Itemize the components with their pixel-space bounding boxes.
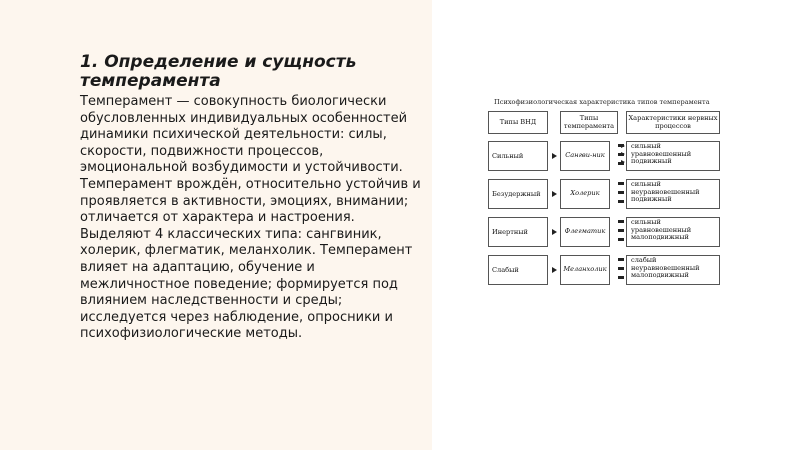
trait-item: уравновешенный <box>631 149 692 158</box>
row2-arrow-icon <box>552 191 557 197</box>
row2-temperament: Холерик <box>560 179 610 209</box>
pointer-icon <box>621 160 625 164</box>
trait-item: малоподвижный <box>631 271 689 280</box>
trait-item: неуравновешенный <box>631 263 700 272</box>
row1-vnd-type: Сильный <box>488 141 548 171</box>
row2-dash-icon <box>618 200 624 203</box>
row4-dash-icon <box>618 276 624 279</box>
row3-dash-icon <box>618 229 624 232</box>
trait-item: подвижный <box>631 195 672 204</box>
header-vnd-types: Типы ВНД <box>488 111 548 134</box>
trait-item: неуравновешенный <box>631 187 700 196</box>
trait-item: малоподвижный <box>631 233 689 242</box>
trait-item: сильный <box>631 180 661 188</box>
row1-arrow-icon <box>552 153 557 159</box>
row4-dash-icon <box>618 267 624 270</box>
slide-body-text: Темперамент — совокупность биологически обусловленных индивидуальных особенностей динамики психической деятельности: силы, скорости, подвижности процессов, эмоциональной возбудимости и устойчивости. Темперамент врождён, относительно устойчив и проявляется в активности, эмоциях, внимании; отличается от характера и настроения. Выделяют 4 классических типа: сангвиник, холерик, флегматик, меланхолик. Темперамент влияет на адаптацию, обучение и межличностное поведение; формируется под влиянием наследственности и среды; исследуется через наблюдение, опросники и психофизиологические методы. <box>80 94 421 342</box>
row3-dash-icon <box>618 220 624 223</box>
row3-temperament: Флегматик <box>560 217 610 247</box>
row3-vnd-type: Инертный <box>488 217 548 247</box>
row3-dash-icon <box>618 238 624 241</box>
trait-item: уравновешенный <box>631 225 692 234</box>
row3-traits <box>626 217 720 247</box>
row2-dash-icon <box>618 191 624 194</box>
trait-item: слабый <box>631 256 657 264</box>
row3-arrow-icon <box>552 229 557 235</box>
trait-item: сильный <box>631 142 661 150</box>
row2-vnd-type: Безудержный <box>488 179 548 209</box>
row1-temperament: Сангви-ник <box>560 141 610 171</box>
trait-item: подвижный <box>631 157 672 166</box>
slide-title: 1. Определение и сущность темперамента <box>80 52 357 91</box>
row4-dash-icon <box>618 258 624 261</box>
pointer-icon <box>621 144 625 148</box>
row4-temperament: Меланхолик <box>560 255 610 285</box>
header-temperament-types: Типы темперамента <box>560 111 618 134</box>
header-process-characteristics: Характеристики нервных процессов <box>626 111 720 134</box>
row4-arrow-icon <box>552 267 557 273</box>
pointer-icon <box>621 152 625 156</box>
row2-traits <box>626 179 720 209</box>
diagram-caption: Психофизиологическая характеристика типов темперамента <box>494 98 710 106</box>
row2-dash-icon <box>618 182 624 185</box>
row4-vnd-type: Слабый <box>488 255 548 285</box>
row4-traits <box>626 255 720 285</box>
row1-traits <box>626 141 720 171</box>
trait-item: сильный <box>631 218 661 226</box>
temperament-diagram <box>484 98 724 288</box>
